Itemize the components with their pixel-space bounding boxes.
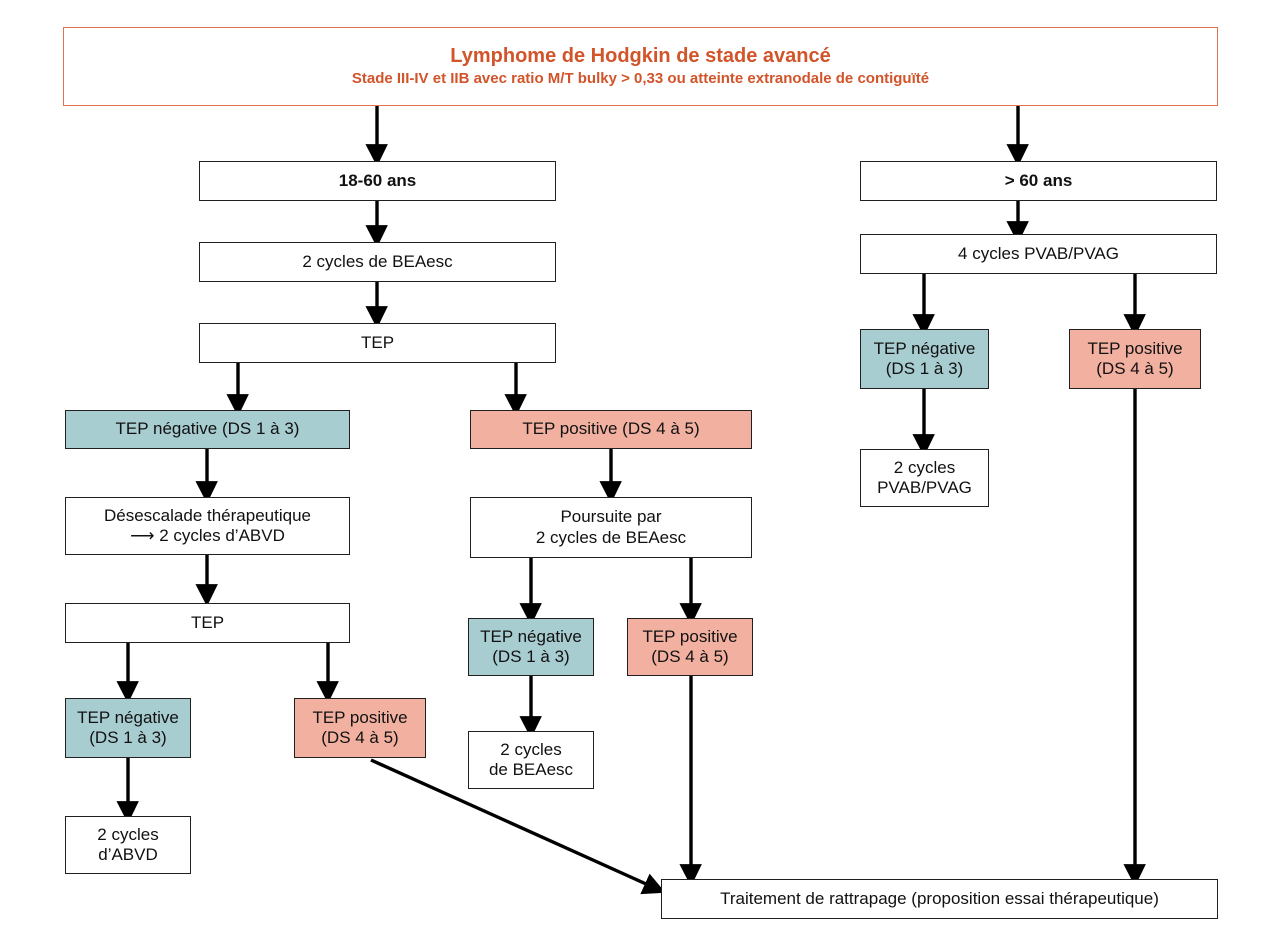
node-tep-positive-3-line1: TEP positive bbox=[642, 626, 738, 646]
node-2-cycles-abvd-line2: d’ABVD bbox=[98, 845, 158, 864]
node-age-over-60 bbox=[860, 161, 1217, 201]
node-2-cycles-pvab bbox=[860, 449, 989, 507]
node-tep-negative-4 bbox=[860, 329, 989, 389]
node-tep-positive-1 bbox=[470, 410, 752, 449]
node-tep-positive-2-line2: (DS 4 à 5) bbox=[321, 728, 399, 747]
node-2-cycles-pvab-line2: PVAB/PVAG bbox=[877, 478, 972, 497]
node-traitement-rattrapage-label: Traitement de rattrapage (proposition essai thérapeutique) bbox=[720, 888, 1159, 908]
node-2-cycles-beaesc-2-line2: de BEAesc bbox=[488, 760, 574, 779]
node-tep-1-label: TEP bbox=[360, 332, 395, 352]
node-4-cycles-pvab bbox=[860, 234, 1217, 274]
node-age-18-60 bbox=[199, 161, 556, 201]
node-poursuite-line1: Poursuite par bbox=[560, 507, 662, 527]
node-traitement-rattrapage bbox=[661, 879, 1218, 919]
node-tep-positive-4-line1: TEP positive bbox=[1087, 338, 1183, 358]
node-tep-negative-3-line2: (DS 1 à 3) bbox=[492, 647, 570, 666]
diagram-title-box bbox=[63, 27, 1218, 106]
node-tep-positive-3-line2: (DS 4 à 5) bbox=[651, 647, 729, 666]
node-tep-2-label: TEP bbox=[190, 612, 225, 632]
node-tep-negative-1 bbox=[65, 410, 350, 449]
node-tep-negative-2-line2: (DS 1 à 3) bbox=[89, 728, 167, 747]
node-tep-negative-4-line2: (DS 1 à 3) bbox=[885, 359, 964, 378]
node-poursuite-line2: 2 cycles de BEAesc bbox=[535, 527, 687, 547]
node-tep-negative-3-line1: TEP négative bbox=[480, 626, 582, 646]
node-tep-positive-2 bbox=[294, 698, 426, 758]
node-desescalade-line2-label: 2 cycles d’ABVD bbox=[159, 526, 285, 545]
node-2-cycles-beaesc-label: 2 cycles de BEAesc bbox=[302, 251, 453, 271]
node-2-cycles-pvab-line1: 2 cycles bbox=[893, 457, 956, 477]
node-age-18-60-label: 18-60 ans bbox=[338, 170, 417, 190]
node-poursuite-beaesc bbox=[470, 497, 752, 558]
node-tep-1 bbox=[199, 323, 556, 363]
node-2-cycles-abvd-line1: 2 cycles bbox=[97, 824, 159, 844]
node-tep-positive-4 bbox=[1069, 329, 1201, 389]
node-tep-positive-1-label: TEP positive (DS 4 à 5) bbox=[522, 419, 700, 439]
diagram-subtitle: Stade III-IV et IIB avec ratio M/T bulky > 0,33 ou atteinte extranodale de contiguïté bbox=[351, 70, 930, 88]
node-tep-positive-3 bbox=[627, 618, 753, 676]
diagram-title: Lymphome de Hodgkin de stade avancé bbox=[450, 45, 831, 68]
node-tep-positive-2-line1: TEP positive bbox=[312, 707, 408, 727]
node-2-cycles-beaesc-2 bbox=[468, 731, 594, 789]
node-tep-negative-1-label: TEP négative (DS 1 à 3) bbox=[115, 419, 300, 439]
node-desescalade-line1: Désescalade thérapeutique bbox=[104, 505, 311, 525]
node-tep-negative-2 bbox=[65, 698, 191, 758]
node-2-cycles-beaesc-2-line1: 2 cycles bbox=[500, 739, 562, 759]
node-2-cycles-beaesc bbox=[199, 242, 556, 282]
node-tep-2 bbox=[65, 603, 350, 643]
node-tep-positive-4-line2: (DS 4 à 5) bbox=[1096, 359, 1174, 378]
node-4-cycles-pvab-label: 4 cycles PVAB/PVAG bbox=[958, 243, 1119, 263]
arrow-right-icon: ⟶ bbox=[130, 526, 155, 545]
node-age-over-60-label: > 60 ans bbox=[1004, 170, 1073, 190]
node-desescalade bbox=[65, 497, 350, 555]
node-2-cycles-abvd bbox=[65, 816, 191, 874]
node-desescalade-line2 bbox=[130, 526, 285, 546]
node-tep-negative-3 bbox=[468, 618, 594, 676]
node-tep-negative-4-line1: TEP négative bbox=[873, 338, 976, 358]
node-tep-negative-2-line1: TEP négative bbox=[77, 707, 179, 727]
